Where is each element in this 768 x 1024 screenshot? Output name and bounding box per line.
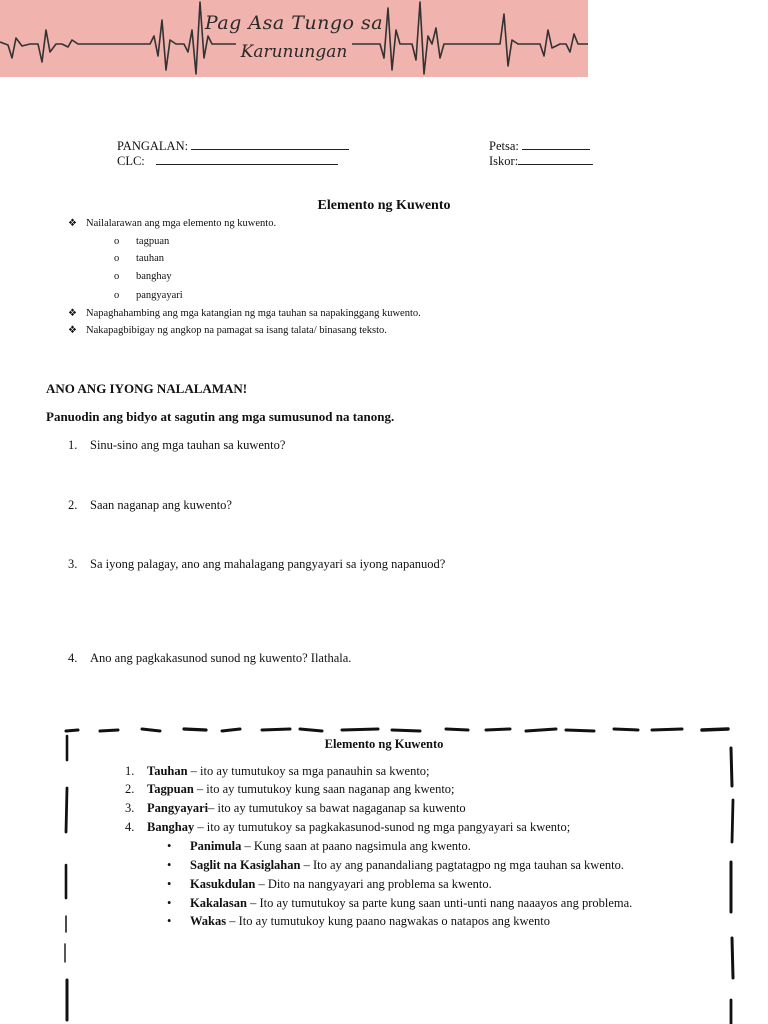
plot-part-term: Panimula [190, 839, 242, 853]
plot-part-term: Saglit na Kasiglahan [190, 858, 301, 872]
definition-term: Tagpuan [147, 782, 194, 796]
element-text: tauhan [136, 253, 164, 264]
definition-text: – ito ay tumutukoy kung saan naganap ang kwento; [193, 782, 455, 796]
question-text: Ano ang pagkakasunod sunod ng kuwento? Ilathala. [90, 651, 352, 665]
name-label: PANGALAN: [117, 139, 189, 153]
definition-item [125, 820, 570, 835]
page-title: Elemento ng Kuwento [317, 198, 451, 213]
circle-bullet-icon: o [114, 290, 120, 301]
definition-text: – ito ay tumutukoy sa bawat nagaganap sa kuwento [208, 801, 466, 815]
diamond-bullet-icon: ❖ [68, 325, 77, 336]
question-number: 2. [68, 498, 78, 512]
definition-item [125, 801, 466, 816]
definition-text: – ito ay tumutukoy sa mga panauhin sa kwento; [187, 764, 430, 778]
plot-part-item [167, 858, 624, 873]
bullet-dot-icon: • [167, 877, 172, 891]
circle-bullet-icon: o [114, 236, 120, 247]
bullet-dot-icon: • [167, 839, 172, 853]
bullet-dot-icon: • [167, 858, 172, 872]
question-text: Sa iyong palagay, ano ang mahalagang pangyayari sa iyong napanuod? [90, 557, 446, 571]
definition-number: 4. [125, 820, 135, 834]
banner-title-line2: Karunungan [240, 42, 348, 62]
definition-item [125, 782, 455, 797]
question-text: Saan naganap ang kuwento? [90, 498, 232, 512]
clc-label: CLC: [117, 154, 145, 168]
question-number: 4. [68, 651, 78, 665]
definition-term: Banghay [147, 820, 195, 834]
definition-item [125, 764, 430, 779]
definition-number: 3. [125, 801, 135, 815]
plot-part-item [167, 839, 471, 854]
element-text: tagpuan [136, 236, 170, 247]
plot-part-text: – Ito ay tumutukoy kung paano nagwakas o natapos ang kwento [226, 914, 551, 928]
definition-term: Tauhan [147, 764, 188, 778]
objective-text: Nailalarawan ang mga elemento ng kuwento. [86, 218, 277, 229]
question-number: 1. [68, 438, 78, 452]
question-number: 3. [68, 557, 78, 571]
definition-text: – ito ay tumutukoy sa pagkakasunod-sunod ng mga pangyayari sa kwento; [194, 820, 571, 834]
objective-text: Nakapagbibigay ng angkop na pamagat sa isang talata/ binasang teksto. [86, 325, 387, 336]
box-title: Elemento ng Kuwento [324, 737, 444, 751]
section-heading: ANO ANG IYONG NALALAMAN! [46, 381, 248, 396]
bullet-dot-icon: • [167, 914, 172, 928]
score-label: Iskor: [489, 154, 519, 168]
plot-part-text: – Ito ay tumutukoy sa parte kung saan unti-unti nang naaayos ang problema. [246, 896, 633, 910]
plot-part-term: Wakas [190, 914, 227, 928]
plot-part-term: Kasukdulan [190, 877, 256, 891]
plot-part-text: – Ito ay ang panandaliang pagtatagpo ng mga tauhan sa kwento. [300, 858, 624, 872]
definition-term: Pangyayari [147, 801, 209, 815]
bullet-dot-icon: • [167, 896, 172, 910]
element-text: banghay [136, 271, 172, 282]
definition-number: 1. [125, 764, 135, 778]
instructions: Panuodin ang bidyo at sagutin ang mga sumusunod na tanong. [46, 409, 395, 424]
plot-part-item [167, 914, 550, 929]
plot-part-item [167, 877, 492, 892]
circle-bullet-icon: o [114, 271, 120, 282]
diamond-bullet-icon: ❖ [68, 218, 77, 229]
date-label: Petsa: [489, 139, 519, 153]
plot-part-item [167, 896, 632, 911]
element-text: pangyayari [136, 290, 183, 301]
plot-part-text: – Kung saan at paano nagsimula ang kwento. [241, 839, 471, 853]
plot-part-text: – Dito na nangyayari ang problema sa kwento. [255, 877, 492, 891]
question-text: Sinu-sino ang mga tauhan sa kuwento? [90, 438, 286, 452]
definition-number: 2. [125, 782, 135, 796]
diamond-bullet-icon: ❖ [68, 308, 77, 319]
circle-bullet-icon: o [114, 253, 120, 264]
plot-part-term: Kakalasan [190, 896, 247, 910]
banner-title-line1: Pag Asa Tungo sa [204, 12, 384, 34]
objective-text: Napaghahambing ang mga katangian ng mga tauhan sa napakinggang kuwento. [86, 308, 421, 319]
